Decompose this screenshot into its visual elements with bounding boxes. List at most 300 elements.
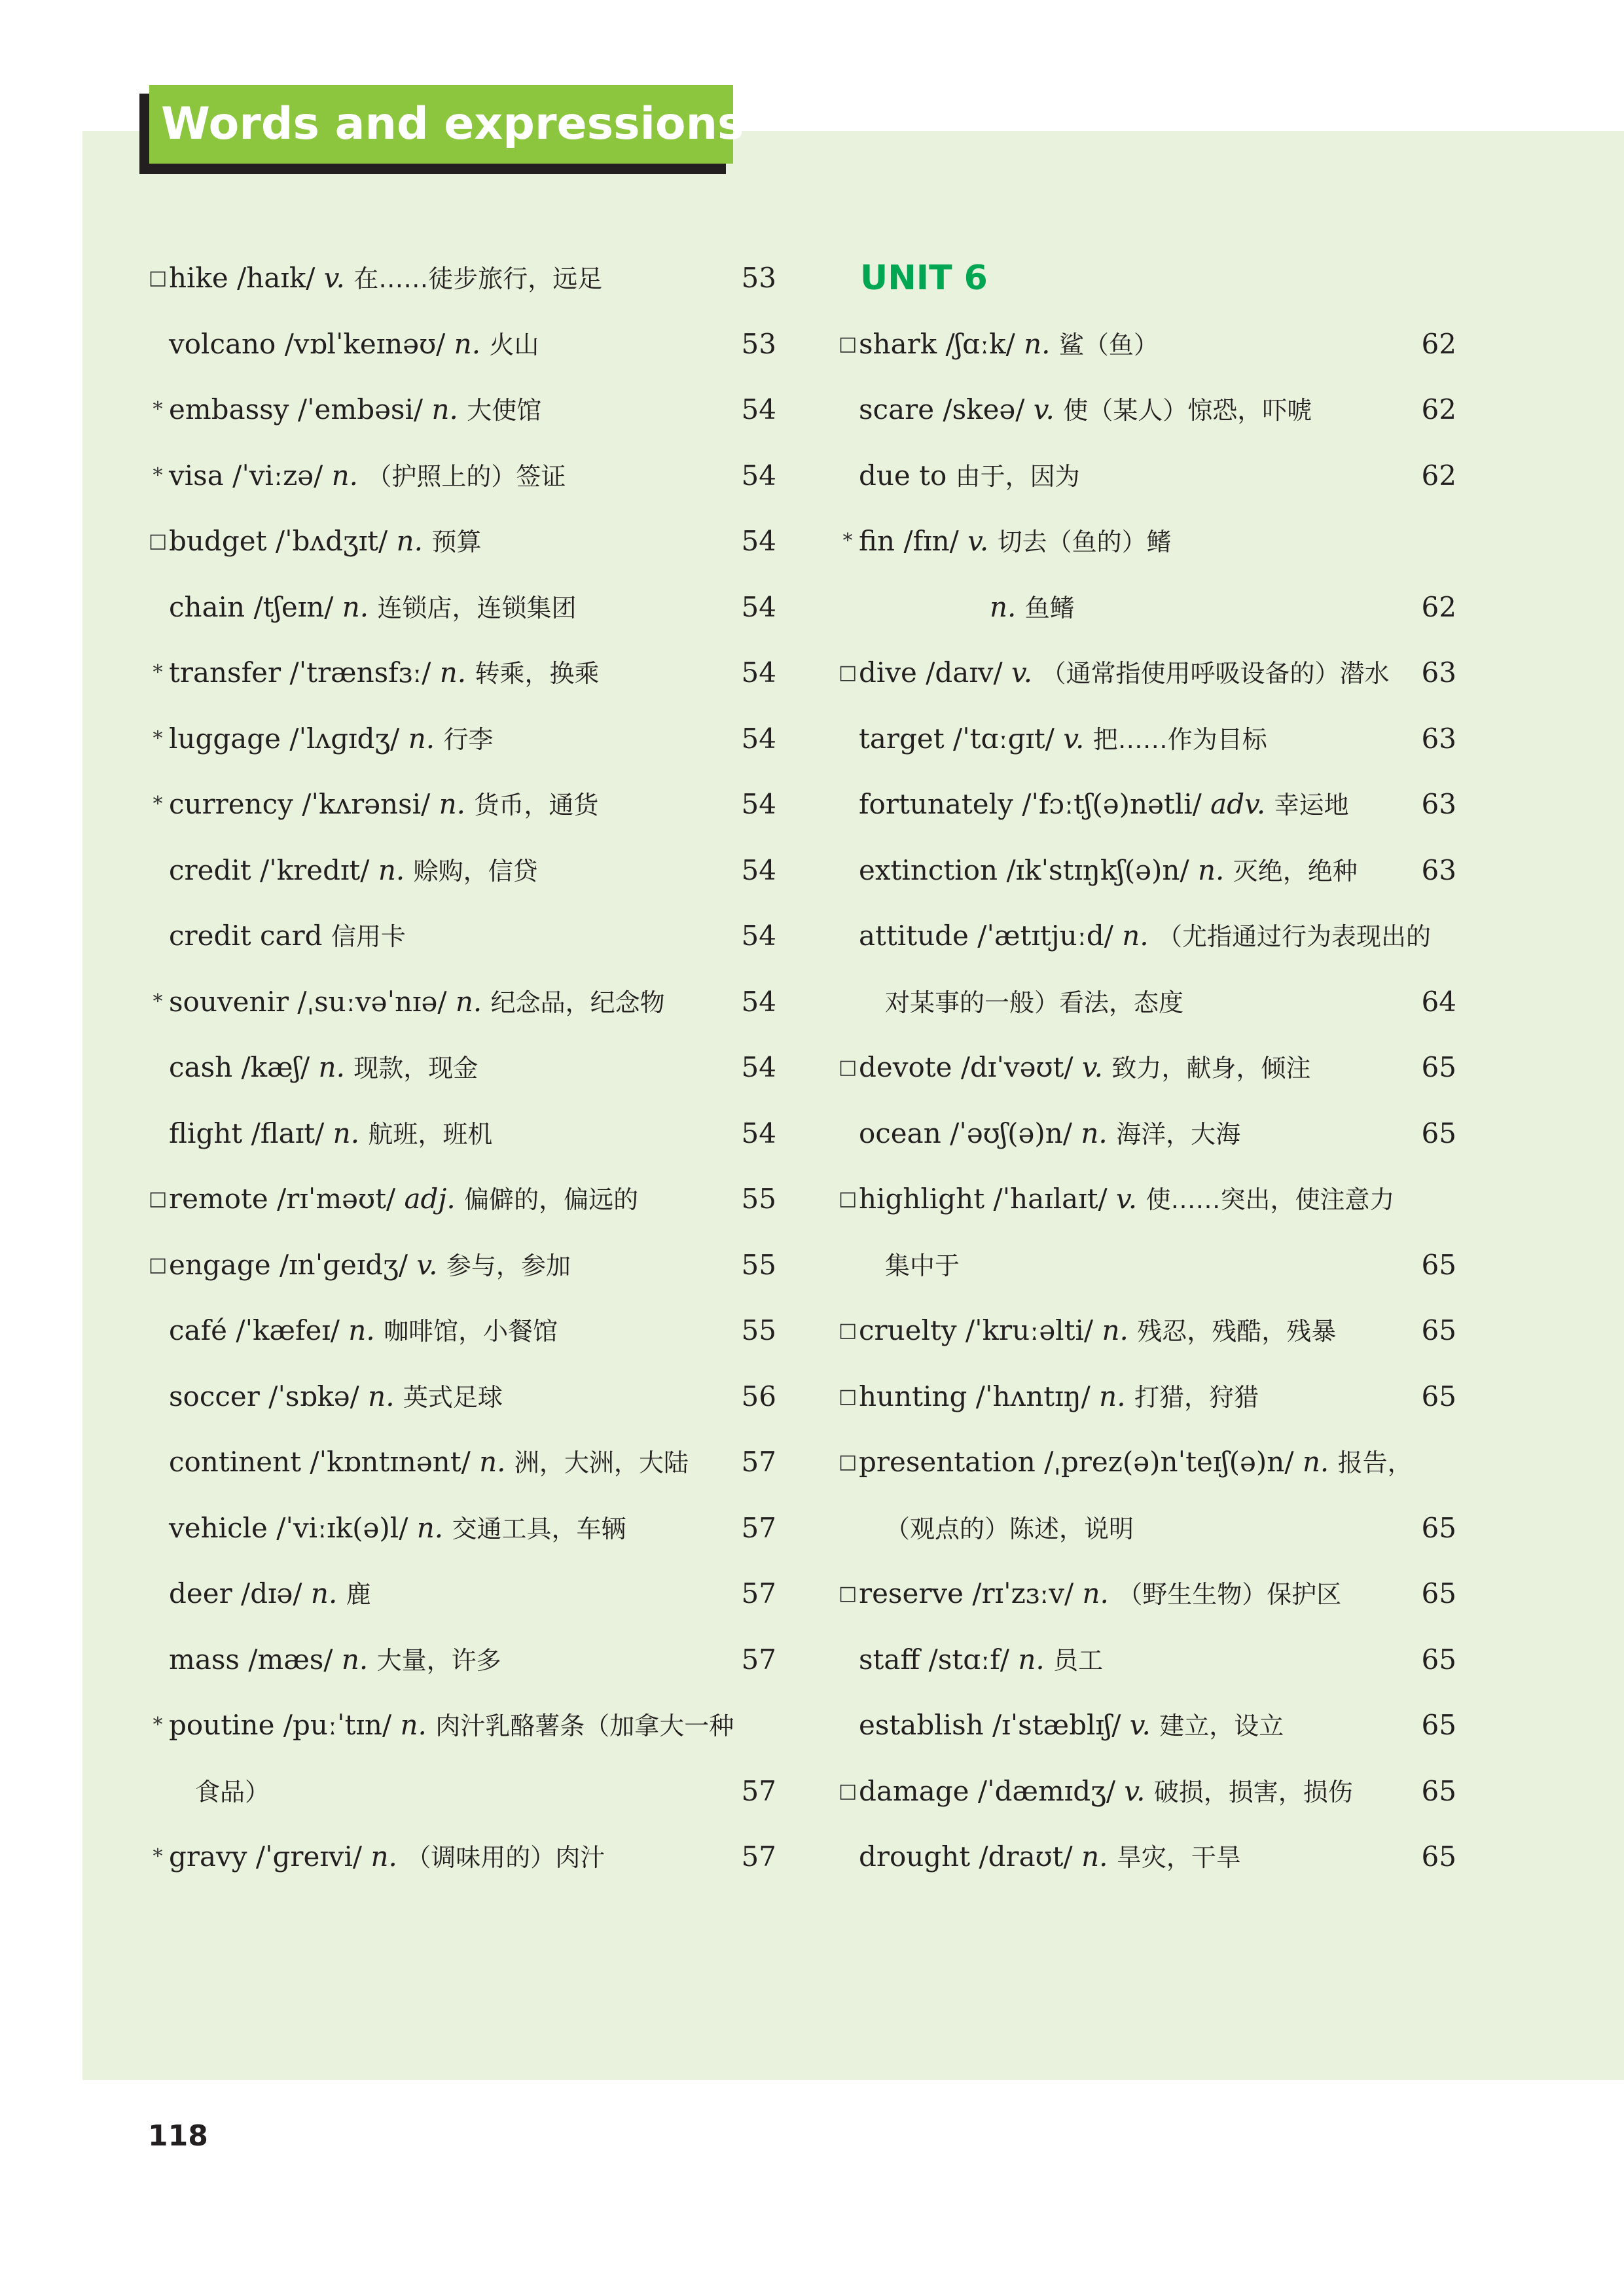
vocab-entry [838,1759,1456,1825]
entry-page: 57 [741,1774,776,1807]
entry-page: 57 [741,1446,776,1478]
entry-page: 62 [1421,393,1456,425]
section-title: Words and expressions [149,85,733,164]
entry-word: devote [859,1051,952,1083]
vocab-entry [148,1232,776,1299]
entry-ipa: /ˈkɒntɪnənt/ [310,1446,471,1478]
checkbox-marker-icon: □ [838,1384,857,1408]
entry-word: ocean [859,1117,941,1149]
entry-ipa: /ˈtrænsfɜː/ [289,656,431,689]
entry-word: engage [169,1248,271,1281]
entry-ipa: /ˈkredɪt/ [260,853,370,886]
entry-page: 54 [741,985,776,1018]
page-number: 118 [148,2119,208,2153]
vocab-entry [148,772,776,838]
entry-ipa: /ˈsɒkə/ [268,1380,359,1412]
entry-pos: v. [323,262,345,294]
entry-ipa: /rɪˈzɜːv/ [972,1577,1074,1609]
entry-meaning: 海洋，大海 [1116,1119,1241,1149]
checkbox-marker-icon: □ [838,1450,857,1473]
entry-ipa: /ˈhʌntɪŋ/ [975,1380,1091,1412]
entry-meaning: 在……徒步旅行，远足 [353,264,603,293]
asterisk-marker-icon: * [153,463,163,487]
entry-meaning: 信用卡 [331,922,406,951]
entry-word: credit [169,853,251,886]
entry-word: poutine [169,1709,275,1741]
entry-page: 65 [1421,1117,1456,1149]
vocab-entry [148,443,776,509]
entry-page: 65 [1421,1709,1456,1741]
entry-meaning: （尤指通过行为表现出的 [1157,922,1432,951]
entry-word: establish [859,1709,984,1741]
entry-text [885,1496,1134,1562]
entry-meaning: 鹿 [346,1580,371,1609]
entry-meaning: （调味用的）肉汁 [406,1843,605,1872]
entry-meaning: 灭绝，绝种 [1233,856,1358,886]
right-column [838,245,1456,1890]
entry-text [859,1824,1241,1891]
entry-text [169,377,541,444]
entry-ipa: /ˈlʌɡɪdʒ/ [289,722,400,755]
entry-word: staff [859,1643,920,1676]
entry-text [859,706,1267,773]
entry-meaning: 员工 [1053,1645,1104,1675]
entry-meaning: 鱼鳍 [1024,593,1075,622]
entry-ipa: /ˈbʌdʒɪt/ [275,525,388,557]
vocab-entry [148,1429,776,1496]
vocab-entry [148,575,776,641]
entry-word: transfer [169,656,281,689]
entry-word: remote [169,1183,268,1215]
vocab-entry [148,1496,776,1562]
entry-page: 57 [741,1643,776,1676]
checkbox-marker-icon: □ [148,1253,168,1276]
entry-word: cash [169,1051,233,1083]
entry-ipa: /skeə/ [943,393,1025,425]
entry-page: 54 [741,1117,776,1149]
entry-pos: v. [1063,722,1085,755]
entry-pos: n. [1102,1314,1128,1346]
entry-word: gravy [169,1840,247,1873]
entry-meaning: 把……作为目标 [1092,725,1267,754]
entry-pos: n. [378,853,405,886]
entry-ipa: /ˌprez(ə)nˈteɪʃ(ə)n/ [1044,1446,1294,1478]
entry-pos: n. [1197,853,1225,886]
entry-word: shark [859,327,937,360]
vocab-entry [148,245,776,312]
entry-word: extinction [859,853,998,886]
vocab-entry [838,1232,1456,1299]
entry-word: credit card [169,920,323,952]
entry-word: continent [169,1446,302,1478]
entry-word: embassy [169,393,289,425]
entry-text [169,443,566,510]
entry-word: hunting [859,1380,967,1412]
vocab-entry [148,903,776,969]
entry-word: dive [859,656,917,689]
entry-text [169,1627,501,1694]
entry-meaning: 行李 [443,725,494,754]
entry-ipa: /ˈkæfeɪ/ [236,1314,340,1346]
entry-text [169,1496,626,1562]
entry-page: 62 [1421,590,1456,623]
entry-page: 57 [741,1577,776,1609]
entry-pos: n. [318,1051,345,1083]
entry-text [169,640,600,707]
entry-page: 62 [1421,327,1456,360]
vocab-entry [838,1627,1456,1693]
entry-ipa: /vɒlˈkeɪnəʊ/ [284,327,446,360]
entry-word: souvenir [169,985,289,1018]
entry-meaning: 致力，献身，倾注 [1111,1054,1311,1083]
entry-word: flight [169,1117,243,1149]
entry-page: 65 [1421,1314,1456,1346]
entry-text [859,1759,1353,1825]
entry-page: 64 [1421,985,1456,1018]
entry-meaning: 交通工具，车辆 [452,1514,626,1543]
entry-word: deer [169,1577,232,1609]
vocab-entry [838,969,1456,1035]
entry-text [169,1429,689,1496]
entry-meaning: 赊购，信贷 [413,856,538,886]
entry-word: attitude [859,920,969,952]
entry-text [169,1232,571,1299]
entry-page: 65 [1421,1051,1456,1083]
asterisk-marker-icon: * [153,661,163,684]
entry-page: 62 [1421,459,1456,492]
unit-title: UNIT 6 [860,259,988,298]
entry-ipa: /ɪˈstæblɪʃ/ [992,1709,1121,1741]
entry-meaning: 切去（鱼的）鳍 [997,528,1172,556]
entry-pos: n. [1099,1380,1126,1412]
entry-pos: n. [431,393,458,425]
entry-text [859,443,1080,510]
vocab-entry [838,575,1456,641]
vocab-entry [148,509,776,575]
entry-text [859,377,1312,444]
entry-pos: v. [1124,1774,1146,1807]
entry-word: vehicle [169,1511,268,1544]
entry-word: soccer [169,1380,260,1412]
vocab-entry [148,969,776,1035]
vocab-entry [148,1298,776,1364]
entry-text [169,1561,371,1628]
entry-page: 55 [741,1314,776,1346]
entry-ipa: /ɪkˈstɪŋkʃ(ə)n/ [1006,853,1189,886]
entry-text [859,903,1431,970]
entry-pos: v. [1081,1051,1103,1083]
vocab-entry [838,1101,1456,1167]
entry-page: 54 [741,1051,776,1083]
entry-ipa: /ˈtɑːɡɪt/ [952,722,1055,755]
vocab-entry [838,1364,1456,1430]
entry-word: visa [169,459,224,492]
vocab-entry [148,1759,776,1825]
vocab-entry [148,706,776,772]
entry-text [859,1364,1259,1431]
entry-ipa: /dɪə/ [241,1577,302,1609]
entry-word: hike [169,262,228,294]
entry-ipa: /ˈviːɪk(ə)l/ [276,1511,408,1544]
entry-text [169,312,539,378]
entry-pos: n. [333,1117,360,1149]
entry-pos: n. [370,1840,397,1873]
entry-text [169,1035,478,1102]
entry-text [169,1101,492,1168]
vocab-entry [838,1035,1456,1101]
entry-text [885,1232,960,1299]
entry-word: fin [859,525,895,557]
entry-pos: n. [990,590,1017,623]
entry-text [195,1759,270,1825]
entry-ipa: /haɪk/ [237,262,316,294]
entry-text [169,575,577,641]
checkbox-marker-icon: □ [838,1779,857,1803]
entry-word: mass [169,1643,240,1676]
entry-text [859,1298,1336,1365]
entry-ipa: /ˈfɔːtʃ(ə)nətli/ [1022,788,1202,820]
vocab-entry [838,1496,1456,1562]
entry-ipa: /ˈviːzə/ [232,459,323,492]
entry-pos: n. [1122,920,1149,952]
entry-pos: v. [1033,393,1055,425]
entry-meaning: （护照上的）签证 [367,461,566,491]
checkbox-marker-icon: □ [838,1187,857,1210]
entry-word: currency [169,788,293,820]
entry-pos: n. [348,1314,375,1346]
entry-page: 54 [741,788,776,820]
entry-page: 63 [1421,788,1456,820]
entry-text [169,1824,605,1891]
checkbox-marker-icon: □ [838,1582,857,1605]
vocab-entry [148,1561,776,1627]
entry-meaning: 大量，许多 [376,1645,501,1675]
entry-page: 65 [1421,1380,1456,1412]
vocab-entry [838,1693,1456,1759]
vocab-entry [838,1561,1456,1627]
entry-pos: v. [967,525,989,557]
vocab-entry [148,377,776,443]
entry-text [859,640,1390,707]
entry-text [859,312,1159,378]
entry-pos: n. [341,1643,369,1676]
entry-meaning: （野生生物）保护区 [1117,1580,1342,1609]
entry-ipa: /flaɪt/ [251,1117,325,1149]
entry-ipa: /ˈdæmɪdʒ/ [977,1774,1115,1807]
vocab-entry [838,838,1456,904]
entry-text [859,1166,1394,1233]
entry-page: 65 [1421,1774,1456,1807]
entry-text [859,1693,1284,1759]
entry-meaning: 预算 [431,528,482,556]
entry-pos: n. [331,459,359,492]
entry-pos: v. [1011,656,1033,689]
entry-ipa: /ˈhaɪlaɪt/ [993,1183,1108,1215]
entry-text [859,838,1358,905]
entry-text [859,1627,1103,1694]
entry-page: 54 [741,393,776,425]
entry-word: luggage [169,722,281,755]
entry-meaning: 偏僻的，偏远的 [464,1185,639,1214]
entry-meaning: （观点的）陈述，说明 [885,1514,1134,1543]
entry-meaning: 肉汁乳酪薯条（加拿大一种 [435,1712,734,1740]
entry-meaning: 火山 [489,330,539,359]
entry-meaning: 报告， [1337,1448,1413,1477]
entry-meaning: 残忍，残酷，残暴 [1137,1317,1337,1346]
entry-ipa: /tʃeɪn/ [253,590,334,623]
entry-word: drought [859,1840,971,1873]
entry-text [169,1298,558,1365]
entry-pos: v. [1115,1183,1138,1215]
entry-ipa: /ˈkruːəlti/ [965,1314,1094,1346]
entry-text [169,1693,734,1759]
entry-word: presentation [859,1446,1036,1478]
entry-meaning: 现款，现金 [353,1054,478,1083]
vocab-entry [148,1824,776,1890]
entry-page: 57 [741,1511,776,1544]
entry-page: 65 [1421,1248,1456,1281]
checkbox-marker-icon: □ [838,332,857,355]
entry-page: 54 [741,590,776,623]
checkbox-marker-icon: □ [838,661,857,684]
entry-meaning: 打猎，狩猎 [1134,1382,1259,1412]
entry-text [859,1561,1341,1628]
entry-ipa: /ˈætɪtjuːd/ [977,920,1113,952]
checkbox-marker-icon: □ [148,1187,168,1210]
entry-text [169,509,481,575]
entry-word: reserve [859,1577,964,1609]
vocab-entry [838,509,1456,575]
left-column [148,245,776,1890]
entry-page: 55 [741,1183,776,1215]
vocab-entry [838,312,1456,378]
entry-page: 54 [741,722,776,755]
entry-text [859,1035,1310,1102]
entry-ipa: /ˈembəsi/ [297,393,424,425]
entry-pos: v. [1129,1709,1151,1741]
entry-page: 63 [1421,853,1456,886]
entry-text [859,1101,1240,1168]
entry-meaning: 对某事的一般）看法，态度 [885,988,1184,1017]
entry-word: volcano [169,327,276,360]
entry-text [169,1364,503,1431]
entry-text [169,838,538,905]
entry-page: 65 [1421,1511,1456,1544]
entry-meaning: 使……突出，使注意力 [1146,1185,1395,1214]
entry-pos: n. [396,525,423,557]
entry-pos: n. [416,1511,444,1544]
entry-meaning: 连锁店，连锁集团 [377,593,577,622]
entry-pos: n. [1082,1577,1109,1609]
vocab-entry [838,706,1456,772]
entry-text [169,903,406,970]
entry-pos: v. [416,1248,438,1281]
entry-page: 56 [741,1380,776,1412]
asterisk-marker-icon: * [153,793,163,816]
vocab-entry [838,1166,1456,1232]
entry-word: budget [169,525,267,557]
entry-text [169,245,602,312]
asterisk-marker-icon: * [153,990,163,1013]
vocab-entry [838,1429,1456,1496]
entry-meaning: 货币，通货 [474,791,599,819]
vocab-entry [838,1824,1456,1890]
entry-ipa: /ʃɑːk/ [945,327,1015,360]
vocab-entry [838,903,1456,969]
entry-page: 54 [741,853,776,886]
entry-ipa: /fɪn/ [903,525,959,557]
entry-text [885,969,1183,1036]
entry-word: café [169,1314,227,1346]
entry-text [859,1429,1413,1496]
entry-ipa: /dɪˈvəʊt/ [960,1051,1074,1083]
entry-pos: n. [368,1380,395,1412]
entry-pos: n. [454,327,481,360]
entry-text [169,969,665,1036]
entry-word: damage [859,1774,969,1807]
entry-pos: n. [310,1577,338,1609]
entry-meaning: 英式足球 [403,1382,503,1412]
vocab-entry [148,1035,776,1101]
entry-ipa: /daɪv/ [926,656,1003,689]
vocab-entry [838,443,1456,509]
entry-ipa: /puːˈtɪn/ [283,1709,392,1741]
vocab-entry [148,838,776,904]
entry-meaning: 破损，损害，损伤 [1153,1777,1353,1806]
entry-text [169,706,493,773]
entry-page: 54 [741,459,776,492]
checkbox-marker-icon: □ [838,1319,857,1342]
entry-word: scare [859,393,935,425]
vocab-entry [148,1101,776,1167]
vocab-entry [148,1627,776,1693]
entry-page: 55 [741,1248,776,1281]
entry-page: 53 [741,327,776,360]
entry-meaning: 航班，班机 [368,1119,493,1149]
entry-meaning: （通常指使用呼吸设备的）潜水 [1041,659,1390,688]
entry-pos: n. [1302,1446,1329,1478]
entry-word: due to [859,459,947,492]
entry-pos: n. [342,590,369,623]
entry-meaning: 转乘，换乘 [475,659,600,688]
entry-meaning: 纪念品，纪念物 [490,988,665,1017]
entry-ipa: /ɪnˈɡeɪdʒ/ [279,1248,408,1281]
vocab-entry [148,1166,776,1232]
entry-page: 65 [1421,1577,1456,1609]
entry-ipa: /draʊt/ [979,1840,1073,1873]
entry-pos: adj. [404,1183,456,1215]
vocab-entry [838,1298,1456,1364]
entry-page: 65 [1421,1643,1456,1676]
vocab-entry [148,312,776,378]
entry-ipa: /rɪˈməʊt/ [277,1183,396,1215]
entry-ipa: /stɑːf/ [928,1643,1009,1676]
entry-word: target [859,722,945,755]
vocab-entry [148,1364,776,1430]
entry-meaning: 幸运地 [1274,791,1349,819]
checkbox-marker-icon: □ [838,1056,857,1079]
entry-meaning: 使（某人）惊恐，吓唬 [1063,396,1312,425]
entry-pos: n. [1024,327,1051,360]
entry-page: 63 [1421,722,1456,755]
entry-meaning: 集中于 [885,1251,960,1280]
entry-text [169,772,598,838]
entry-meaning: 食品） [195,1777,270,1806]
entry-page: 65 [1421,1840,1456,1873]
entry-page: 63 [1421,656,1456,689]
entry-meaning: 洲，大洲，大陆 [514,1448,689,1477]
entry-pos: n. [1081,1117,1108,1149]
